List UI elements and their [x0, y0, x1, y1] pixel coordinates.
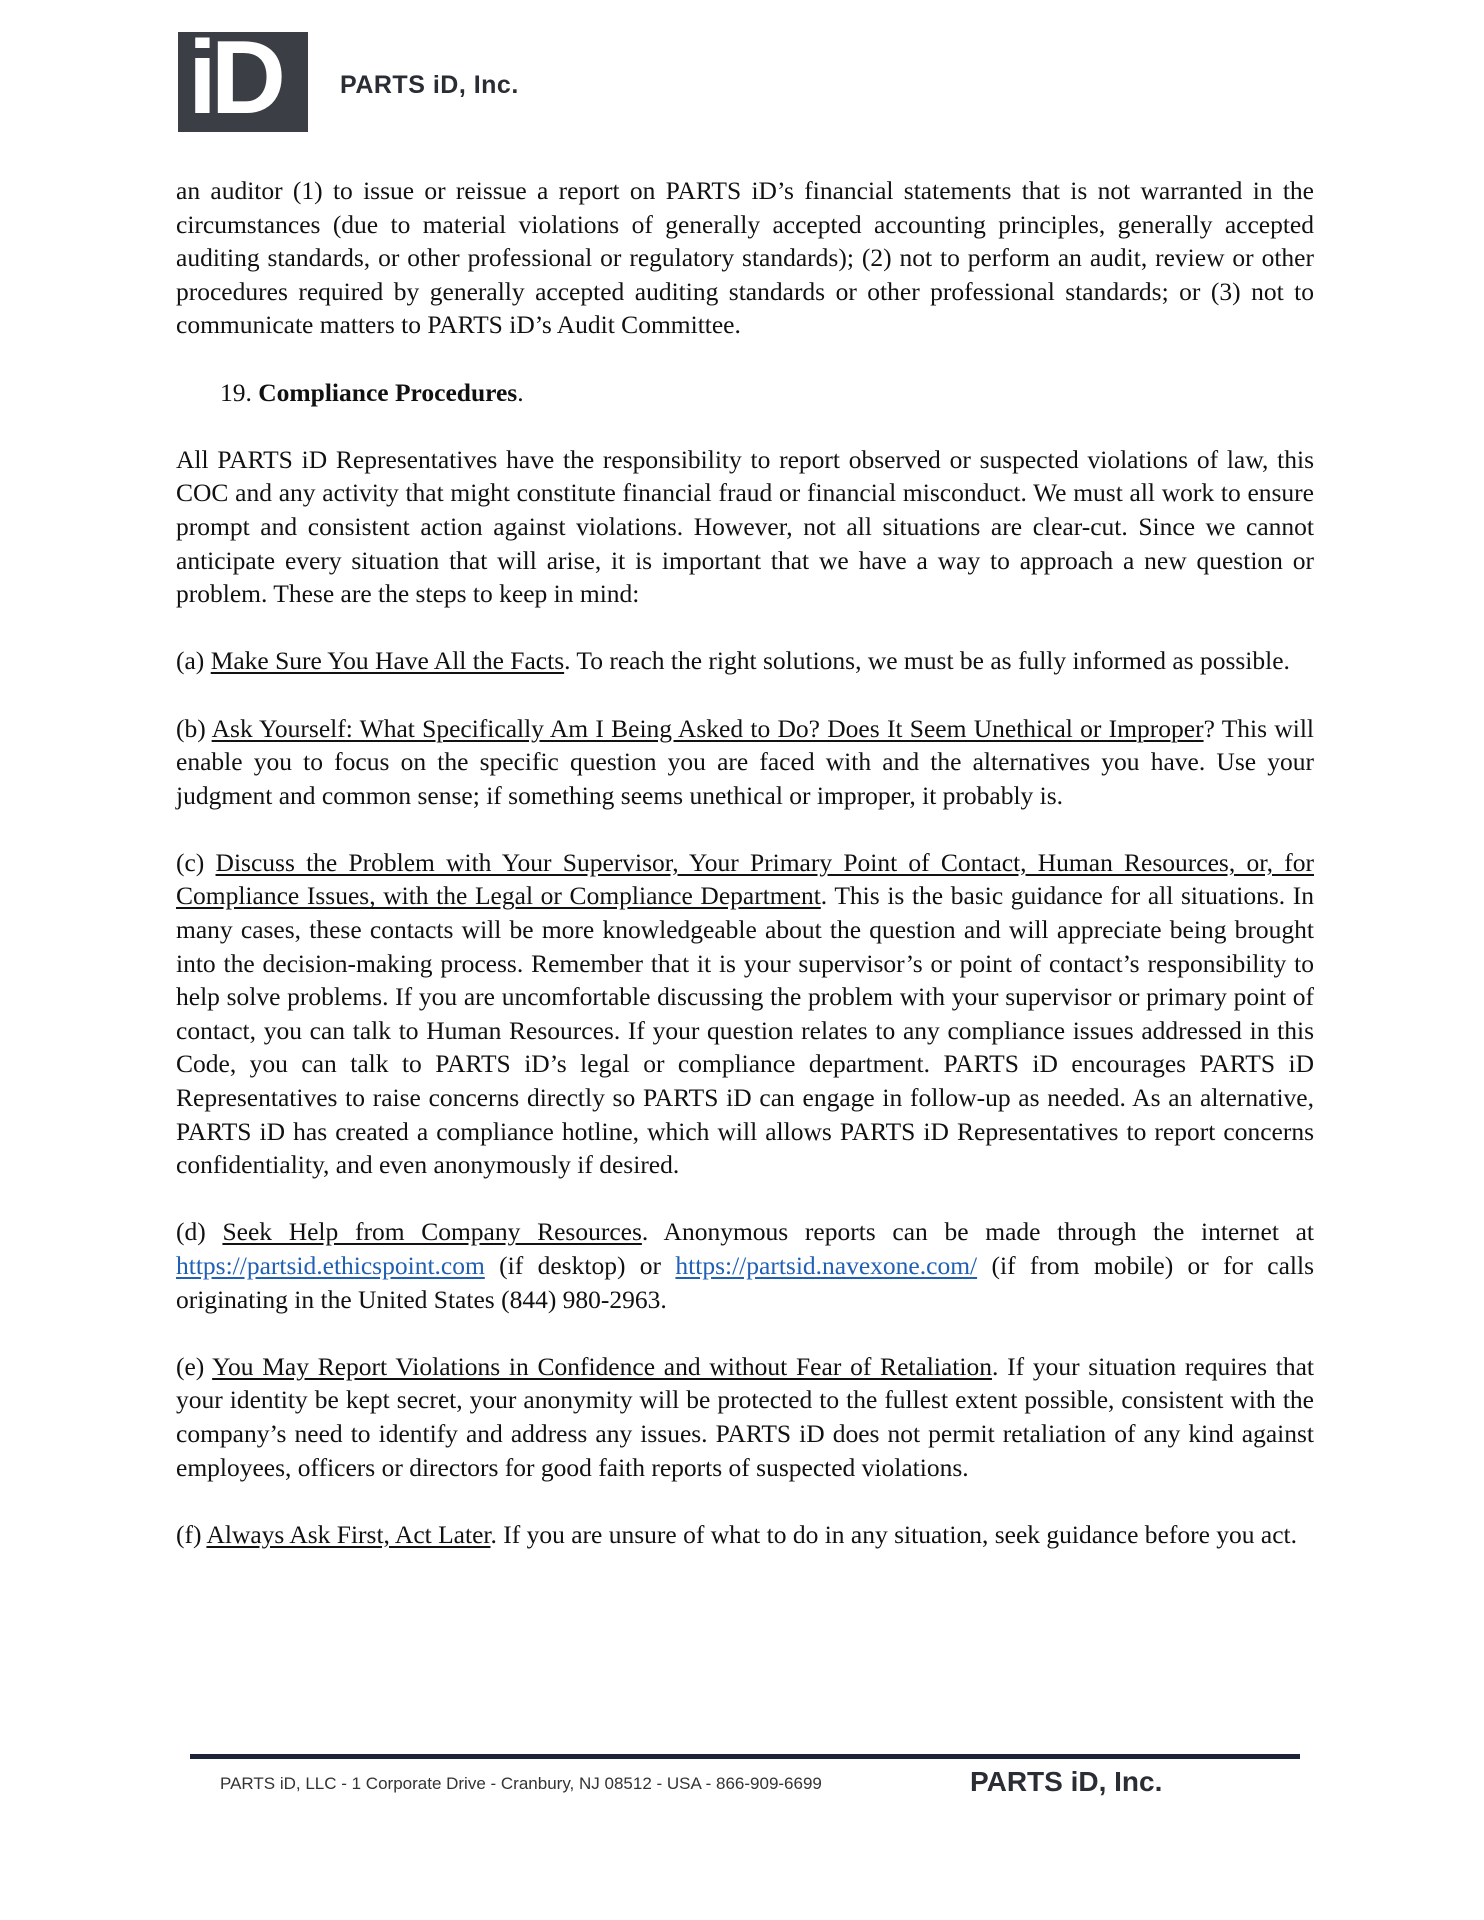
- item-c-text: . This is the basic guidance for all situations. In many cases, these contacts will be more knowledgeable about the question and will appreciate being brought into the decision-making process. Remember that it is your supervisor’s or point of contact’s responsibility to help solve problems. If you are uncomfortable discussing the problem with your supervisor or primary point of contact, you can talk to Human Resources. If your question relates to any compliance issues addressed in this Code, you can talk to PARTS iD’s legal or compliance department. PARTS iD encourages PARTS iD Representatives to raise concerns directly so PARTS iD can engage in follow-up as needed. As an alternative, PARTS iD has created a compliance hotline, which will allows PARTS iD Representatives to report concerns confidentiality, and even anonymously if desired.: [176, 881, 1314, 1180]
- item-f-text: . If you are unsure of what to do in any situation, seek guidance before you act.: [490, 1519, 1298, 1549]
- document-body: [176, 174, 1314, 1585]
- item-d-text-1: . Anonymous reports can be made through the internet at: [641, 1217, 1314, 1247]
- item-e-text: . If your situation requires that your identity be kept secret, your anonymity will be protected to the fullest extent possible, consistent with the company’s need to identify and address any issues. PARTS iD does not permit retaliation of any kind against employees, officers or directors for good faith reports of suspected violations.: [176, 1351, 1315, 1482]
- item-a-text: . To reach the right solutions, we must be as fully informed as possible.: [564, 646, 1290, 676]
- item-e-label: (e): [176, 1351, 205, 1381]
- company-logo: [178, 32, 308, 132]
- item-f-title: Always Ask First, Act Later: [206, 1519, 491, 1549]
- item-d-text-3: (if from mobile) or for calls originating in the United States (844) 980-2963.: [176, 1251, 1314, 1314]
- item-e-title: You May Report Violations in Confidence and without Fear of Retaliation: [212, 1351, 992, 1381]
- item-d-label: (d): [176, 1217, 206, 1247]
- item-a-label: (a): [176, 646, 205, 676]
- company-name: PARTS iD, Inc.: [340, 70, 519, 99]
- item-d-title: Seek Help from Company Resources: [222, 1217, 642, 1247]
- item-c-title: Discuss the Problem with Your Supervisor, Your Primary Point of Contact, Human Resources, or, for Compliance Issues, with the Legal or Compliance Department: [176, 847, 1314, 911]
- section-title-end: .: [517, 377, 524, 407]
- item-e: [176, 1350, 1314, 1484]
- item-b-title: Ask Yourself: What Specifically Am I Being Asked to Do? Does It Seem Unethical or Improper: [211, 713, 1204, 743]
- item-b: [176, 712, 1314, 813]
- item-c-label: (c): [176, 847, 205, 877]
- item-c: [176, 846, 1314, 1182]
- section-title: Compliance Procedures: [258, 377, 518, 407]
- logo-letters: iD: [188, 32, 280, 132]
- item-f-label: (f): [176, 1519, 202, 1549]
- item-d: [176, 1215, 1314, 1316]
- page-header: [178, 32, 519, 132]
- ethicspoint-link[interactable]: https://partsid.ethicspoint.com: [176, 1251, 485, 1280]
- item-a: [176, 644, 1314, 678]
- item-a-title: Make Sure You Have All the Facts: [210, 646, 565, 676]
- item-b-label: (b): [176, 713, 206, 743]
- item-f: [176, 1518, 1314, 1552]
- footer-company-name: PARTS iD, Inc.: [970, 1766, 1163, 1797]
- section-number: 19.: [220, 377, 252, 407]
- footer-address: PARTS iD, LLC - 1 Corporate Drive - Cranbury, NJ 08512 - USA - 866-909-6699: [220, 1774, 822, 1793]
- intro-paragraph: an auditor (1) to issue or reissue a report on PARTS iD’s financial statements that is not warranted in the circumstances (due to material violations of generally accepted accounting principles, generally accepted auditing standards, or other professional or regulatory standards); (2) not to perform an audit, review or other procedures required by generally accepted auditing standards or other professional standards; or (3) not to communicate matters to PARTS iD’s Audit Committee.: [176, 176, 1314, 340]
- item-d-text-2: (if desktop) or: [484, 1251, 676, 1280]
- item-b-text: ? This will enable you to focus on the specific question you are faced with and the alternatives you have. Use your judgment and common sense; if something seems unethical or improper, it probably is.: [176, 713, 1314, 810]
- footer-divider: [190, 1754, 1300, 1759]
- lead-paragraph: All PARTS iD Representatives have the responsibility to report observed or suspected violations of law, this COC and any activity that might constitute financial fraud or financial misconduct. We must all work to ensure prompt and consistent action against violations. However, not all situations are clear-cut. Since we cannot anticipate every situation that will arise, it is important that we have a way to approach a new question or problem. These are the steps to keep in mind:: [176, 444, 1314, 609]
- navexone-link[interactable]: https://partsid.navexone.com/: [675, 1251, 978, 1280]
- section-heading: [176, 376, 1314, 410]
